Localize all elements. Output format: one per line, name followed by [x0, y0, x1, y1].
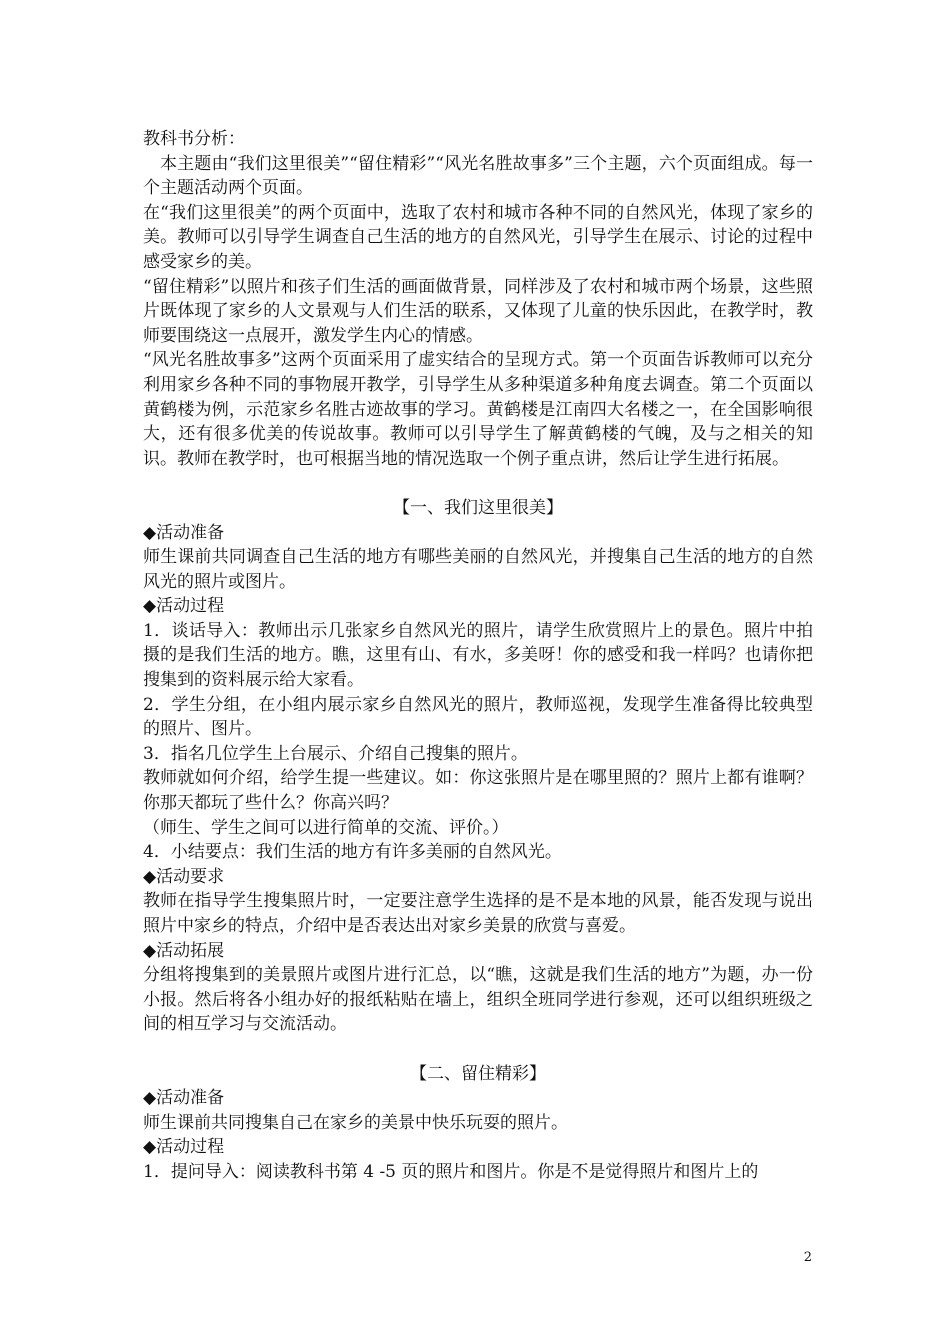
section-2-prep-text: 师生课前共同搜集自己在家乡的美景中快乐玩耍的照片。	[143, 1112, 568, 1133]
section-1-extension-text: 分组将搜集到的美景照片或图片进行汇总，以“瞧，这就是我们生活的地方”为题，办一份小报。然后将各小组办好的报纸粘贴在墙上，组织全班同学进行参观，还可以组织班级之间的相互学习与交流活动。	[143, 965, 813, 1035]
section-1-process-label: ◆活动过程	[143, 596, 225, 617]
section-1-step-3-detail: 教师就如何介绍，给学生提一些建议。如：你这张照片是在哪里照的？照片上都有谁啊？你那天都玩了些什么？你高兴吗？	[143, 768, 813, 814]
document-body	[143, 127, 813, 1185]
spacer	[143, 1037, 813, 1062]
analysis-paragraph-1: 在“我们这里很美”的两个页面中，选取了农村和城市各种不同的自然风光，体现了家乡的美。教师可以引导学生调查自己生活的地方的自然风光，引导学生在展示、讨论的过程中感受家乡的美。	[143, 202, 813, 272]
section-1-prep-label: ◆活动准备	[143, 522, 225, 543]
analysis-paragraph-3: “风光名胜故事多”这两个页面采用了虚实结合的呈现方式。第一个页面告诉教师可以充分利用家乡各种不同的事物展开教学，引导学生从多种渠道多种角度去调查。第二个页面以黄鹤楼为例，示范家乡名胜古迹故事的学习。黄鹤楼是江南四大名楼之一，在全国影响很大，还有很多优美的传说故事。教师可以引导学生了解黄鹤楼的气魄，及与之相关的知识。教师在教学时，也可根据当地的情况选取一个例子重点讲，然后让学生进行拓展。	[143, 350, 813, 469]
section-2-heading: 【二、留住精彩】	[410, 1063, 546, 1084]
section-1-requirements-text: 教师在指导学生搜集照片时，一定要注意学生选择的是不是本地的风景，能否发现与说出照片中家乡的特点，介绍中是否表达出对家乡美景的欣赏与喜爱。	[143, 891, 813, 936]
section-2-prep-label: ◆活动准备	[143, 1088, 225, 1109]
section-2-process-label: ◆活动过程	[143, 1137, 225, 1158]
section-1-prep-text: 师生课前共同调查自己生活的地方有哪些美丽的自然风光，并搜集自己生活的地方的自然风光的照片或图片。	[143, 547, 813, 592]
section-1-step-2: 2．学生分组，在小组内展示家乡自然风光的照片，教师巡视，发现学生准备得比较典型的照片、图片。	[143, 694, 813, 740]
analysis-title: 教科书分析：	[143, 129, 245, 149]
page-number: 2	[803, 1250, 812, 1265]
section-1-requirements-label: ◆活动要求	[143, 866, 225, 887]
section-1-extension-label: ◆活动拓展	[143, 940, 225, 961]
section-1-step-4: 4．小结要点：我们生活的地方有许多美丽的自然风光。	[143, 842, 562, 863]
analysis-paragraph-2: “留住精彩”以照片和孩子们生活的画面做背景，同样涉及了农村和城市两个场景，这些照片既体现了家乡的人文景观与人们生活的联系，又体现了儿童的快乐因此，在教学时，教师要围绕这一点展开，激发学生内心的情感。	[143, 276, 813, 346]
spacer	[143, 471, 813, 496]
analysis-intro: 本主题由“我们这里很美”“留住精彩”“风光名胜故事多”三个主题，六个页面组成。每一个主题活动两个页面。	[143, 153, 813, 199]
section-2-step-1: 1．提问导入：阅读教科书第 4 -5 页的照片和图片。你是不是觉得照片和图片上的	[143, 1161, 759, 1182]
section-1-heading: 【一、我们这里很美】	[393, 497, 563, 518]
section-1-step-1: 1．谈话导入：教师出示几张家乡自然风光的照片，请学生欣赏照片上的景色。照片中拍摄的是我们生活的地方。瞧，这里有山、有水，多美呀！你的感受和我一样吗？也请你把搜集到的资料展示给大家看。	[143, 620, 813, 691]
section-1-step-3-note: （师生、学生之间可以进行简单的交流、评价。）	[143, 817, 509, 838]
section-1-step-3: 3．指名几位学生上台展示、介绍自己搜集的照片。	[143, 743, 528, 764]
